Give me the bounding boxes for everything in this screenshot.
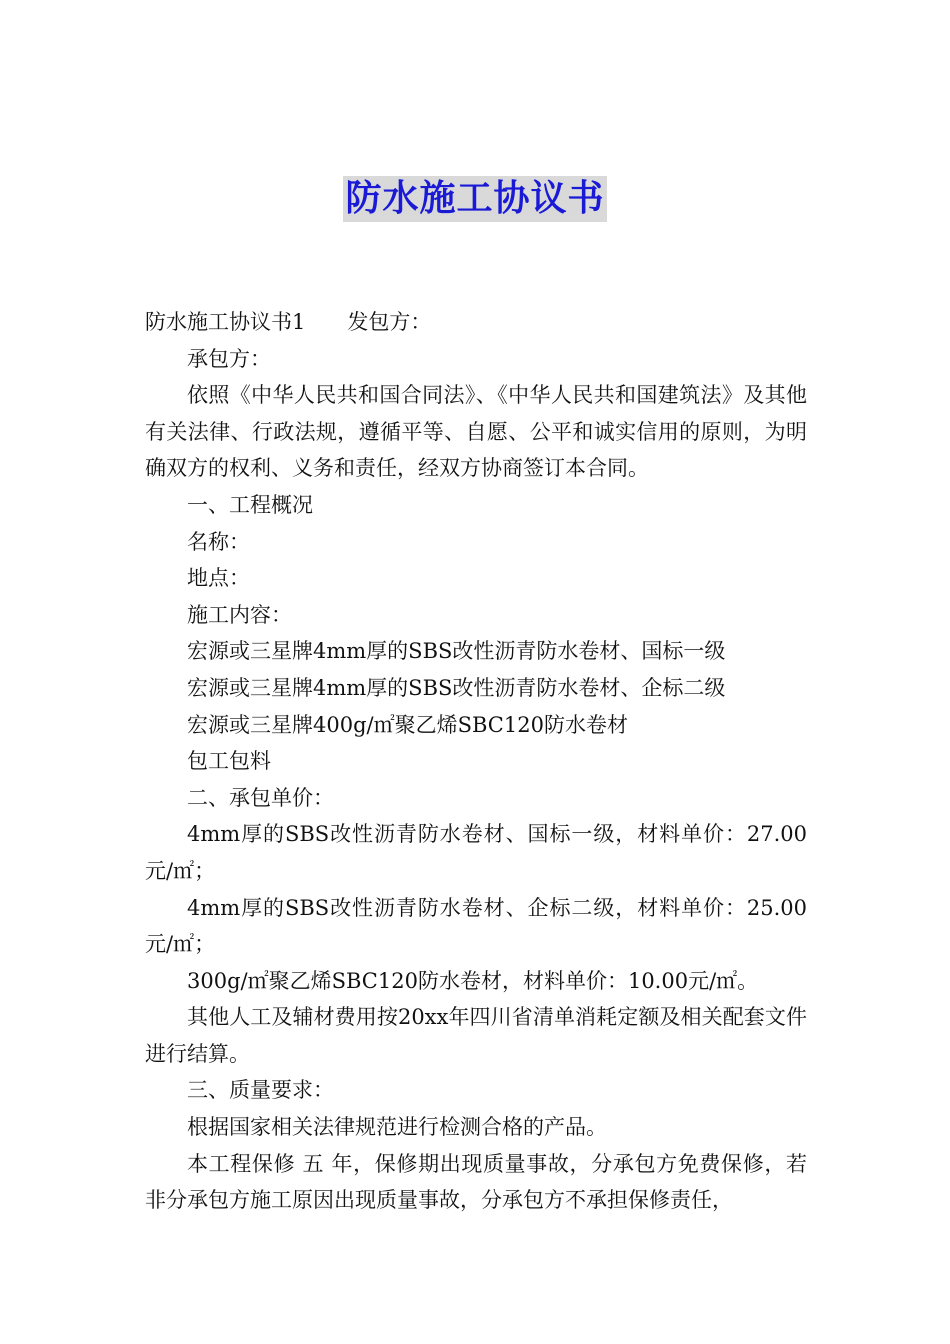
material-item-3: 宏源或三星牌400g/㎡聚乙烯SBC120防水卷材 [187, 712, 628, 737]
heading-project-overview: 一、工程概况 [187, 492, 313, 517]
paragraph-settlement: 其他人工及辅材费用按20xx年四川省清单消耗定额及相关配套文件进行结算。 [145, 1005, 807, 1066]
document-body [145, 304, 807, 1219]
paragraph-contractor: 承包方： [187, 346, 271, 371]
contract-mode: 包工包料 [187, 749, 271, 774]
field-name: 名称： [187, 529, 250, 554]
document-title: 防水施工协议书 [343, 176, 606, 222]
paragraph-legal-basis: 依照《中华人民共和国合同法》、《中华人民共和国建筑法》及其他有关法律、行政法规，遵循平等、自愿、公平和诚实信用的原则，为明确双方的权利、义务和责任，经双方协商签订本合同。 [145, 383, 807, 481]
price-item-2: 4mm厚的SBS改性沥青防水卷材、企标二级，材料单价：25.00元/㎡； [145, 895, 807, 957]
paragraph-quality-standard: 根据国家相关法律规范进行检测合格的产品。 [187, 1115, 607, 1140]
intro-doc-name: 防水施工协议书1 [145, 310, 306, 334]
field-location: 地点： [187, 566, 250, 591]
price-item-1: 4mm厚的SBS改性沥青防水卷材、国标一级，材料单价：27.00元/㎡； [145, 822, 807, 883]
heading-quality: 三、质量要求： [187, 1078, 334, 1103]
price-item-3: 300g/㎡聚乙烯SBC120防水卷材，材料单价：10.00元/㎡。 [187, 968, 759, 993]
heading-unit-price: 二、承包单价： [187, 785, 334, 810]
intro-party-a: 发包方： [347, 310, 432, 334]
field-construction-content: 施工内容： [187, 602, 292, 627]
material-item-2: 宏源或三星牌4mm厚的SBS改性沥青防水卷材、企标二级 [187, 675, 726, 700]
title-container [0, 176, 950, 222]
material-item-1: 宏源或三星牌4mm厚的SBS改性沥青防水卷材、国标一级 [187, 639, 726, 664]
intro-line [145, 304, 807, 341]
paragraph-warranty: 本工程保修 五 年，保修期出现质量事故，分承包方免费保修，若非分承包方施工原因出现质量事故，分承包方不承担保修责任， [145, 1151, 807, 1213]
